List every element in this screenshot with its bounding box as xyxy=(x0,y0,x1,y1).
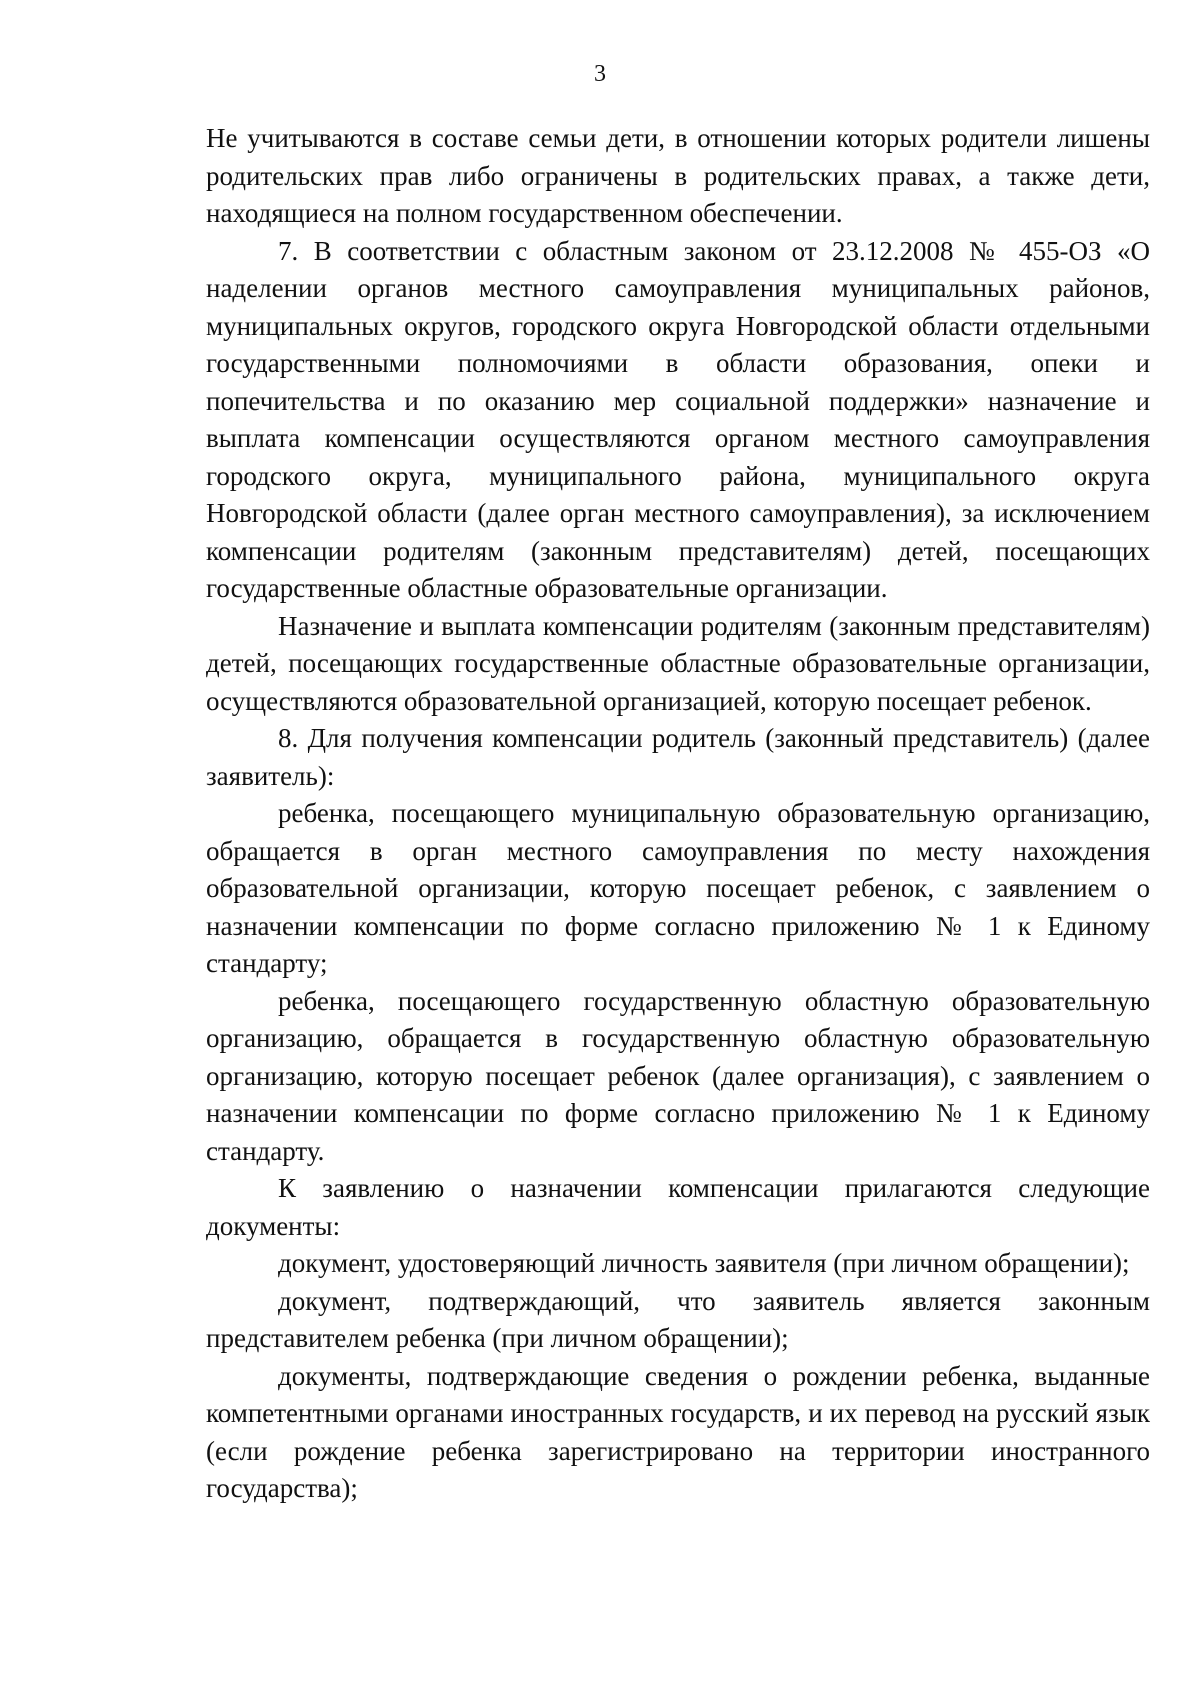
list-item-birth-documents: документы, подтверждающие сведения о рождении ребенка, выданные компетентными органами иностранных государств, и их перевод на русский язык (если рождение ребенка зарегистрировано на территории иностранного государства); xyxy=(206,1360,1150,1503)
paragraph-municipal-child: ребенка, посещающего муниципальную образовательную организацию, обращается в орган местного самоуправления по месту нахождения образовательной организации, которую посещает ребенок, с заявлением о назначении компенсации по форме согласно приложению № 1 к Единому стандарту; xyxy=(206,798,1150,978)
document-body xyxy=(206,120,1150,1508)
paragraph-state-organizations: Назначение и выплата компенсации родителям (законным представителям) детей, посещающих государственные областные образовательные организации, осуществляются образовательной организацией, которую посещает ребенок. xyxy=(206,610,1150,716)
paragraph-state-child: ребенка, посещающего государственную областную образовательную организацию, обращается в государственную областную образовательную организацию, которую посещает ребенок (далее организация), с заявлением о назначении компенсации по форме согласно приложению № 1 к Единому стандарту. xyxy=(206,985,1150,1166)
list-item-identity-document: документ, удостоверяющий личность заявителя (при личном обращении); xyxy=(278,1248,1130,1278)
page-number: 3 xyxy=(594,61,606,87)
list-item-representative-document: документ, подтверждающий, что заявитель является законным представителем ребенка (при личном обращении); xyxy=(206,1285,1150,1353)
paragraph-clause-7: 7. В соответствии с областным законом от 23.12.2008 № 455-ОЗ «О наделении органов местного самоуправления муниципальных районов, муниципальных округов, городского округа Новгородской области отдельными государственными полномочиями в области образования, опеки и попечительства и по оказанию мер социальной поддержки» назначение и выплата компенсации осуществляются органом местного самоуправления городского округа, муниципального района, муниципального округа Новгородской области (далее орган местного самоуправления), за исключением компенсации родителям (законным представителям) детей, посещающих государственные областные образовательные организации. xyxy=(206,235,1150,603)
paragraph-family-exclusion: Не учитываются в составе семьи дети, в отношении которых родители лишены родительских прав либо ограничены в родительских правах, а также дети, находящиеся на полном государственном обеспечении. xyxy=(206,123,1150,228)
paragraph-documents-intro: К заявлению о назначении компенсации прилагаются следующие документы: xyxy=(206,1173,1150,1241)
paragraph-clause-8: 8. Для получения компенсации родитель (законный представитель) (далее заявитель): xyxy=(206,723,1150,791)
